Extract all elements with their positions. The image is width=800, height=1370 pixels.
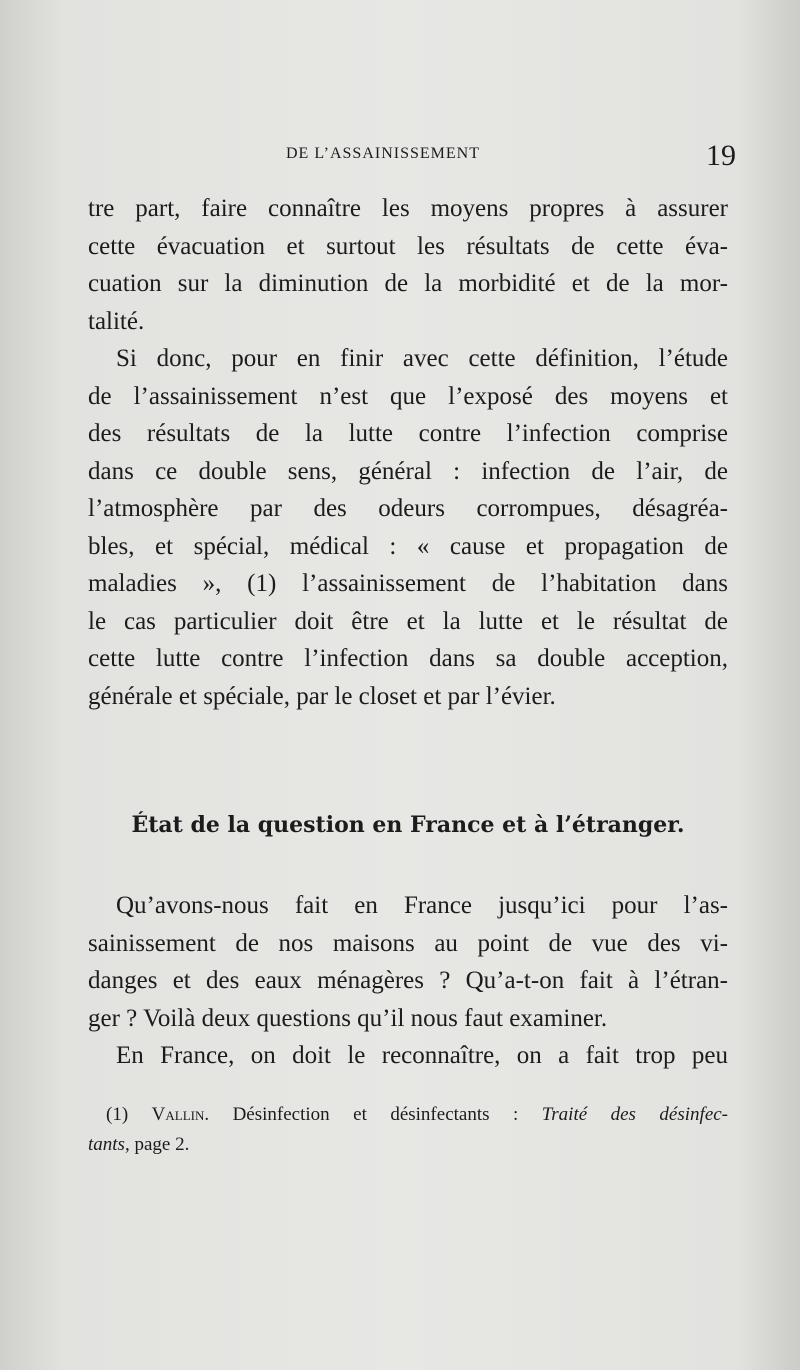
text-line: Qu’avons-nous fait en France jusqu’ici pour l’as- [116,892,728,919]
text-line: de l’assainissement n’est que l’exposé des moyens et [88,382,728,410]
paragraph-question [88,887,728,1037]
text-line: cette évacuation et surtout les résultats de cette éva- [88,232,728,260]
footnote-title: Traité des désinfec- [541,1104,729,1125]
footnote-line [88,1100,728,1130]
text-line: dans ce double sens, général : infection de l’air, de [88,457,728,485]
text-line: l’atmosphère par des odeurs corrompues, désagréa- [88,495,728,522]
footnote-tail: , page 2. [124,1134,190,1155]
footnote [88,1100,728,1160]
footnote-text: . Désinfection et désinfectants : [204,1104,542,1125]
text-line: générale et spéciale, par le closet et par l’évier. [88,682,556,710]
running-title: DE L’ASSAINISSEMENT [286,145,480,162]
text-line: bles, et spécial, médical : « cause et propagation de [88,532,728,560]
text-line: talité. [88,307,145,335]
section-heading: État de la question en France et à l’étranger. [131,812,685,838]
text-line: danges et des eaux ménagères ? Qu’a-t-on fait à l’étran- [88,967,728,994]
text-line: des résultats de la lutte contre l’infection comprise [88,420,728,447]
footnote-author: Vallin [151,1104,205,1125]
footnote-line [88,1130,728,1160]
text-line: sainissement de nos maisons au point de vue des vi- [88,929,728,957]
text-line: cette lutte contre l’infection dans sa double acception, [88,645,728,672]
page-number: 19 [706,139,736,172]
text-line: tre part, faire connaître les moyens propres à assurer [88,195,728,222]
paragraph-france [88,1037,728,1075]
footnote-title-end: tants [88,1134,125,1155]
paragraph-continuation [88,190,728,340]
text-line: ger ? Voilà deux questions qu’il nous faut examiner. [88,1004,608,1032]
text-line: le cas particulier doit être et la lutte et le résultat de [88,607,728,635]
running-header [88,139,736,183]
text-line: maladies », (1) l’assainissement de l’habitation dans [88,570,728,597]
text-line: En France, on doit le reconnaître, on a fait trop peu [116,1042,728,1069]
text-line: Si donc, pour en finir avec cette définition, l’étude [116,345,728,372]
footnote-marker: (1) [106,1104,129,1125]
text-line: cuation sur la diminution de la morbidité et de la mor- [88,270,728,297]
paragraph-definition [88,340,728,715]
